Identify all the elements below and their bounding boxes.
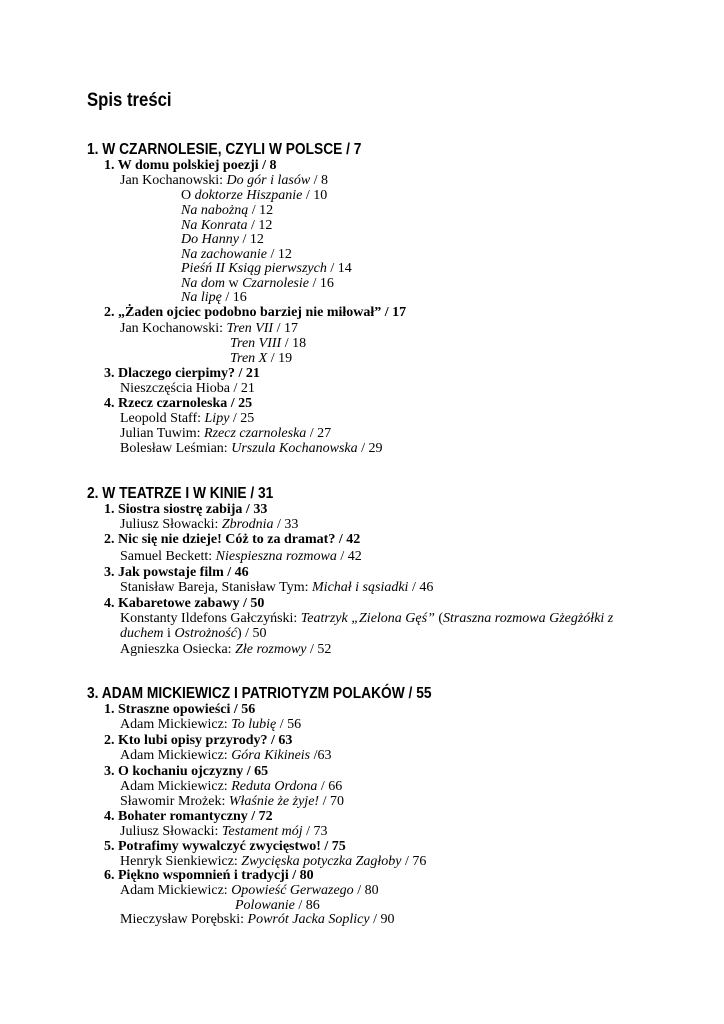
toc-entry: Na zachowanie / 12 (181, 247, 292, 262)
toc-entry: Jan Kochanowski: Do gór i lasów / 8 (120, 173, 329, 188)
toc-entry: Konstanty Ildefons Gałczyński: Teatrzyk „Zielona Gęś” (Straszna rozmowa Gżegżółki z (120, 611, 614, 626)
page-title: Spis treści (87, 90, 172, 111)
toc-entry: Samuel Beckett: Niespieszna rozmowa / 42 (120, 549, 362, 564)
chapter-heading: 3. ADAM MICKIEWICZ I PATRIOTYZM POLAKÓW / 55 (87, 685, 432, 702)
chapter-heading: 2. W TEATRZE I W KINIE / 31 (87, 485, 274, 502)
section-heading: 4. Bohater romantyczny / 72 (104, 809, 273, 824)
toc-entry: Na dom w Czarnolesie / 16 (181, 276, 334, 291)
toc-entry: Stanisław Bareja, Stanisław Tym: Michał i sąsiadki / 46 (120, 580, 434, 595)
section-heading: 2. Nic się nie dzieje! Cóż to za dramat? / 42 (104, 532, 361, 547)
toc-entry: Henryk Sienkiewicz: Zwycięska potyczka Zagłoby / 76 (120, 854, 427, 869)
section-heading: 3. Jak powstaje film / 46 (104, 565, 249, 580)
toc-entry: Mieczysław Porębski: Powrót Jacka Soplicy / 90 (120, 912, 395, 927)
section-heading: 6. Piękno wspomnień i tradycji / 80 (104, 868, 314, 883)
toc-entry: Juliusz Słowacki: Testament mój / 73 (120, 824, 328, 839)
toc-entry: Adam Mickiewicz: Opowieść Gerwazego / 80 (120, 883, 379, 898)
toc-entry: Tren X / 19 (230, 351, 293, 366)
section-heading: 2. „Żaden ojciec podobno barziej nie miłował” / 17 (104, 305, 407, 320)
toc-entry: Na lipę / 16 (181, 290, 247, 305)
chapter-heading: 1. W CZARNOLESIE, CZYLI W POLSCE / 7 (87, 141, 362, 158)
section-heading: 3. Dlaczego cierpimy? / 21 (104, 366, 260, 381)
toc-entry: Juliusz Słowacki: Zbrodnia / 33 (120, 517, 299, 532)
toc-entry: Adam Mickiewicz: Góra Kikineis /63 (120, 748, 332, 763)
toc-entry: Julian Tuwim: Rzecz czarnoleska / 27 (120, 426, 332, 441)
section-heading: 4. Rzecz czarnoleska / 25 (104, 396, 253, 411)
toc-entry: Nieszczęścia Hioba / 21 (120, 381, 255, 396)
toc-entry: Adam Mickiewicz: Reduta Ordona / 66 (120, 779, 343, 794)
section-heading: 1. Siostra siostrę zabija / 33 (104, 502, 268, 517)
toc-entry: Tren VIII / 18 (230, 336, 307, 351)
toc-entry: Do Hanny / 12 (181, 232, 264, 247)
toc-entry: Jan Kochanowski: Tren VII / 17 (120, 321, 298, 336)
toc-entry: Leopold Staff: Lipy / 25 (120, 411, 255, 426)
section-heading: 3. O kochaniu ojczyzny / 65 (104, 764, 269, 779)
section-heading: 5. Potrafimy wywalczyć zwycięstwo! / 75 (104, 839, 346, 854)
section-heading: 2. Kto lubi opisy przyrody? / 63 (104, 733, 293, 748)
toc-entry: Na nabożną / 12 (181, 203, 274, 218)
toc-entry: Bolesław Leśmian: Urszula Kochanowska / 29 (120, 441, 383, 456)
section-heading: 1. W domu polskiej poezji / 8 (104, 158, 277, 173)
toc-entry: Na Konrata / 12 (181, 218, 273, 233)
toc-entry-continuation: duchem i Ostrożność) / 50 (120, 626, 267, 641)
toc-entry: Adam Mickiewicz: To lubię / 56 (120, 717, 302, 732)
toc-entry: Agnieszka Osiecka: Złe rozmowy / 52 (120, 642, 332, 657)
section-heading: 1. Straszne opowieści / 56 (104, 702, 256, 717)
section-heading: 4. Kabaretowe zabawy / 50 (104, 596, 265, 611)
toc-entry: Sławomir Mrożek: Właśnie że żyje! / 70 (120, 794, 344, 809)
toc-entry: Pieśń II Ksiąg pierwszych / 14 (181, 261, 352, 276)
toc-entry: Polowanie / 86 (235, 898, 320, 913)
toc-entry: O doktorze Hiszpanie / 10 (181, 188, 328, 203)
